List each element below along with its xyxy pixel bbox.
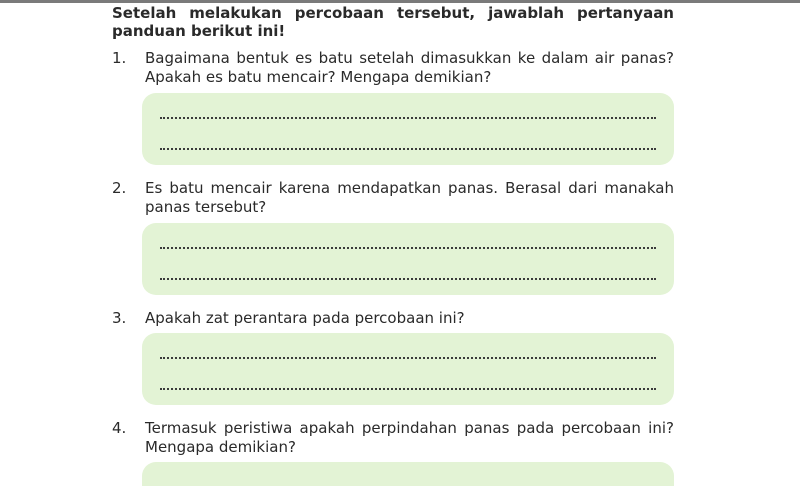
answer-line — [160, 388, 656, 390]
question-item-1 — [112, 49, 674, 89]
answer-line — [160, 148, 656, 150]
question-item-2 — [112, 179, 674, 219]
question-number: 4. — [112, 419, 127, 437]
answer-box-2[interactable] — [142, 223, 674, 295]
question-text: Termasuk peristiwa apakah perpindahan panas pada percobaan ini? Mengapa demikian? — [145, 419, 674, 456]
answer-box-1[interactable] — [142, 93, 674, 165]
page-top-border — [0, 0, 800, 3]
answer-box-4[interactable] — [142, 462, 674, 486]
question-number: 1. — [112, 49, 127, 67]
instruction-heading: Setelah melakukan percobaan tersebut, jawablah pertanyaan panduan berikut ini! — [112, 4, 674, 40]
question-number: 2. — [112, 179, 127, 197]
question-text: Bagaimana bentuk es batu setelah dimasukkan ke dalam air panas? Apakah es batu mencair? Mengapa demikian? — [145, 49, 674, 86]
answer-box-3[interactable] — [142, 333, 674, 405]
answer-line — [160, 117, 656, 119]
question-item-3 — [112, 309, 674, 329]
question-number: 3. — [112, 309, 127, 327]
question-text: Es batu mencair karena mendapatkan panas. Berasal dari manakah panas tersebut? — [145, 179, 674, 216]
question-text: Apakah zat perantara pada percobaan ini? — [145, 309, 465, 327]
question-item-4 — [112, 419, 674, 459]
answer-line — [160, 278, 656, 280]
answer-line — [160, 357, 656, 359]
answer-line — [160, 247, 656, 249]
